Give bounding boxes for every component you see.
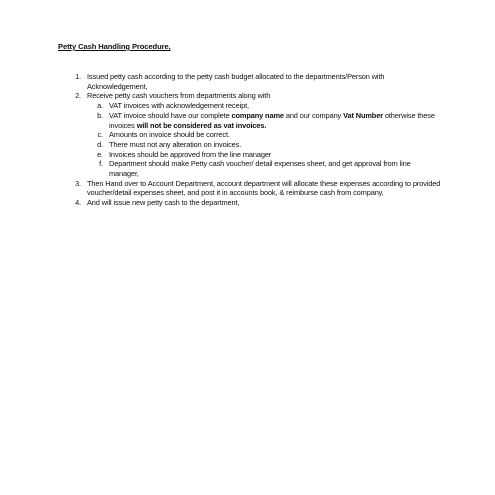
vat-warning-emphasis: will not be considered as vat invoices. [136, 120, 267, 130]
list-text: Receive petty cash vouchers from departments along with [87, 91, 271, 101]
list-item-3 [0, 179, 495, 198]
procedure-list [0, 72, 495, 208]
sub-text-part: VAT invoice should have our complete [109, 110, 232, 120]
sub-item-d [0, 140, 495, 150]
list-number: 3. [75, 178, 81, 188]
sub-item-e [0, 150, 495, 160]
sub-letter: f. [99, 159, 103, 169]
list-item-4 [0, 198, 495, 208]
sub-letter: e. [97, 149, 103, 159]
sub-text-part: otherwise these invoices [109, 110, 435, 130]
sub-item-c [0, 130, 495, 140]
list-number: 1. [75, 72, 81, 81]
list-number: 4. [75, 198, 81, 208]
list-item-1 [0, 72, 495, 91]
sub-text: VAT invoices with acknowledgement receipt, [109, 101, 249, 111]
sub-item-b [0, 111, 495, 130]
document-title: Petty Cash Handling Procedure, [58, 42, 171, 51]
sub-letter: a. [97, 101, 103, 111]
sub-item-a [0, 101, 495, 111]
list-item-2 [0, 91, 495, 101]
sub-text: There must not any alteration on invoices. [109, 139, 242, 149]
sub-letter: b. [97, 110, 103, 120]
list-text: Issued petty cash according to the petty cash budget allocated to the departments/Person with Acknowledgement, [87, 72, 385, 91]
sub-item-f [0, 159, 495, 178]
sub-text-part: and our company [283, 110, 344, 120]
list-number: 2. [75, 91, 81, 101]
sub-text [109, 111, 439, 130]
company-name-emphasis: company name [231, 110, 284, 120]
list-text: And will issue new petty cash to the department, [87, 198, 240, 208]
sub-text: Department should make Petty cash voucher/ detail expenses sheet, and get approval from line manager, [109, 159, 411, 179]
list-text: Then Hand over to Account Department, account department will allocate these expenses according to provided voucher/detail expenses sheet, and post it in accounts book, & reimburse cash from company, [87, 178, 441, 198]
sub-text: Amounts on invoice should be correct. [109, 130, 230, 140]
sub-letter: d. [97, 139, 103, 149]
sub-letter: c. [97, 130, 103, 140]
vat-number-emphasis: Vat Number [343, 110, 383, 120]
sub-text: Invoices should be approved from the line manager [109, 149, 272, 159]
